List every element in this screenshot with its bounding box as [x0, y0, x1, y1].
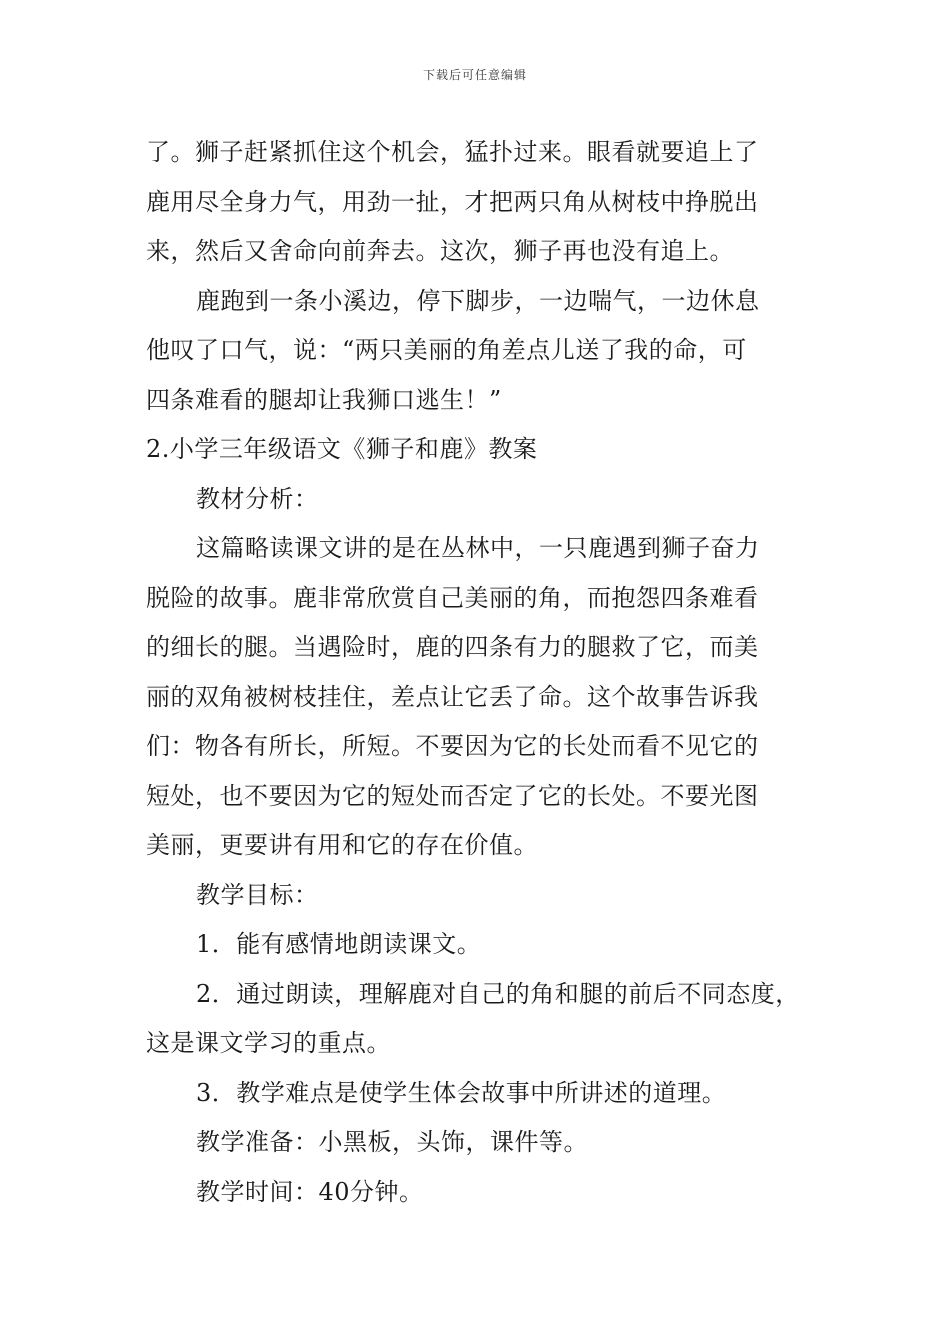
text-line: 来，然后又舍命向前奔去。这次，狮子再也没有追上。 [146, 237, 734, 265]
goal-item-2: 2．通过朗读，理解鹿对自己的角和腿的前后不同态度， [196, 979, 800, 1008]
text-line: 短处，也不要因为它的短处而否定了它的长处。不要光图 [146, 781, 759, 810]
text-line: 鹿用尽全身力气，用劲一扯，才把两只角从树枝中挣脱出 [146, 187, 759, 216]
subheading-material-analysis: 教材分析： [196, 484, 319, 513]
page-header: 下载后可任意编辑 [422, 68, 527, 82]
text-line: 鹿跑到一条小溪边，停下脚步，一边喘气，一边休息 [196, 286, 760, 315]
document-body [146, 128, 826, 1217]
text-line: 美丽，更要讲有用和它的存在价值。 [146, 831, 538, 859]
section-heading: 2.小学三年级语文《狮子和鹿》教案 [146, 435, 538, 463]
text-line: 脱险的故事。鹿非常欣赏自己美丽的角，而抱怨四条难看 [146, 583, 759, 612]
text-line: 四条难看的腿却让我狮口逃生！” [146, 385, 502, 414]
subheading-teaching-goals: 教学目标： [196, 880, 319, 909]
teaching-preparation: 教学准备：小黑板，头饰，课件等。 [196, 1128, 588, 1156]
text-line: 们：物各有所长，所短。不要因为它的长处而看不见它的 [146, 732, 759, 760]
text-line: 的细长的腿。当遇险时，鹿的四条有力的腿救了它，而美 [146, 633, 759, 661]
text-line: 他叹了口气，说：“两只美丽的角差点儿送了我的命，可 [146, 336, 747, 364]
text-line: 这是课文学习的重点。 [146, 1029, 391, 1057]
text-line: 丽的双角被树枝挂住，差点让它丢了命。这个故事告诉我 [146, 682, 759, 711]
text-line: 这篇略读课文讲的是在丛林中，一只鹿遇到狮子奋力 [196, 534, 760, 562]
goal-item-1: 1．能有感情地朗读课文。 [196, 930, 482, 958]
teaching-time: 教学时间：40分钟。 [196, 1177, 424, 1206]
goal-item-3: 3．教学难点是使学生体会故事中所讲述的道理。 [196, 1078, 727, 1107]
text-line: 了。狮子赶紧抓住这个机会，猛扑过来。眼看就要追上了 [146, 138, 759, 166]
